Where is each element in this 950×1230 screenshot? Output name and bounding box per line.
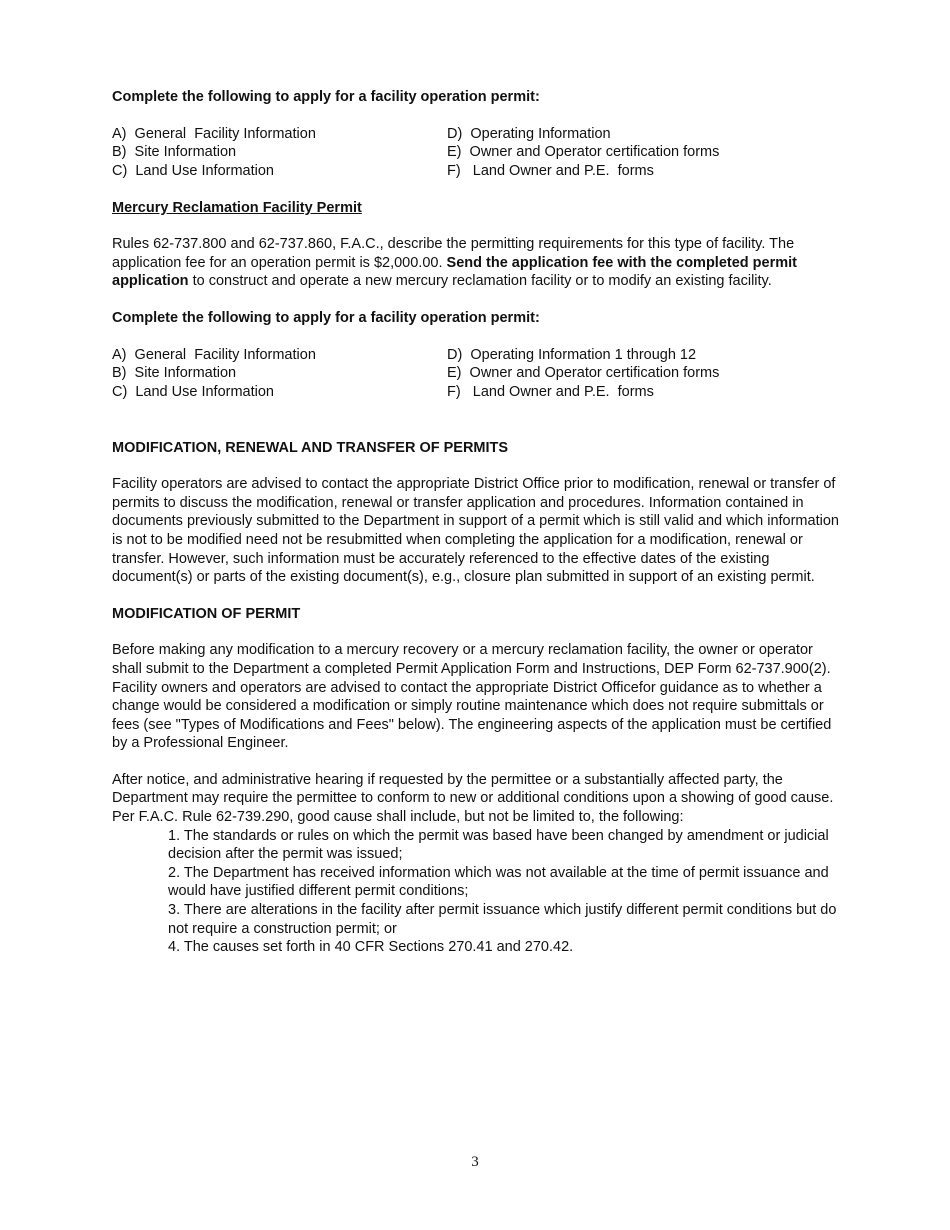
section1-left-column bbox=[112, 125, 442, 181]
list-item: D) Operating Information bbox=[447, 125, 611, 142]
page-number: 3 bbox=[471, 1154, 479, 1170]
list-item: A) General Facility Information bbox=[112, 125, 316, 142]
list-item: C) Land Use Information bbox=[112, 383, 274, 400]
mercury-reclamation-paragraph bbox=[112, 235, 842, 291]
list-item: F) Land Owner and P.E. forms bbox=[447, 162, 654, 179]
section1-form-list bbox=[112, 125, 842, 181]
good-cause-list bbox=[168, 827, 844, 957]
good-cause-paragraph: After notice, and administrative hearing if requested by the permittee or a substantially affected party, the Department may require the permittee to conform to new or additional conditions upon a showing of good cause. Per F.A.C. Rule 62-739.290, good cause shall include, but not be limited to, the following: bbox=[112, 771, 834, 826]
modification-of-permit-heading: MODIFICATION OF PERMIT bbox=[112, 605, 301, 622]
modification-of-permit-paragraph: Before making any modification to a mercury recovery or a mercury reclamation facility, the owner or operator shall submit to the Department a completed Permit Application Form and Instructions, DEP Form 62-737.900(2). Facility owners and operators are advised to contact the appropriate District Officefor guidance as to whether a change would be considered a modification or simply routine maintenance which does not require submittals or fees (see "Types of Modifications and Fees" below). The engineering aspects of the application must be certified by a Professional Engineer. bbox=[112, 642, 832, 752]
list-item: E) Owner and Operator certification forms bbox=[447, 144, 720, 161]
list-item: F) Land Owner and P.E. forms bbox=[447, 383, 654, 400]
mercury-intro: Complete the following to apply for a facility operation permit: bbox=[112, 309, 540, 326]
list-item: A) General Facility Information bbox=[112, 346, 316, 363]
list-item: 1. The standards or rules on which the permit was based have been changed by amendment or judicial decision after the permit was issued; bbox=[168, 827, 829, 863]
list-item: B) Site Information bbox=[112, 365, 237, 382]
mercury-right-column bbox=[447, 346, 847, 402]
document-page bbox=[112, 88, 842, 957]
list-item: D) Operating Information 1 through 12 bbox=[447, 346, 697, 363]
section1-intro: Complete the following to apply for a facility operation permit: bbox=[112, 89, 540, 105]
paragraph-text: Rules 62-737.800 and 62-737.860, F.A.C., describe the permitting requirements for this type of facility. The application fee for an operation permit is $2,000.00. bbox=[112, 236, 795, 271]
mercury-left-column bbox=[112, 346, 442, 402]
list-item: 3. There are alterations in the facility after permit issuance which justify different permit conditions but do not require a construction permit; or bbox=[168, 902, 837, 937]
list-item: 2. The Department has received information which was not available at the time of permit issuance and would have justified different permit conditions; bbox=[168, 864, 829, 900]
list-item: B) Site Information bbox=[112, 144, 237, 161]
paragraph-text: to construct and operate a new mercury reclamation facility or to modify an existing facility. bbox=[188, 273, 772, 290]
paragraph-bold-text: Send the application fee with the completed permit application bbox=[112, 254, 797, 290]
list-item: E) Owner and Operator certification forms bbox=[447, 365, 720, 382]
list-item: C) Land Use Information bbox=[112, 162, 274, 179]
section1-right-column bbox=[447, 125, 847, 181]
list-item: 4. The causes set forth in 40 CFR Sections 270.41 and 270.42. bbox=[168, 939, 574, 956]
mercury-form-list bbox=[112, 346, 842, 402]
modification-renewal-paragraph: Facility operators are advised to contact the appropriate District Office prior to modification, renewal or transfer of permits to discuss the modification, renewal or transfer application and procedures. Information contained in documents previously submitted to the Department in support of a permit which is still valid and which information is not to be modified need not be resubmitted when completing the application for a modification, renewal or transfer. However, such information must be accurately referenced to the effective dates of the existing document(s) or parts of the existing document(s), e.g., closure plan submitted in support of an existing permit. bbox=[112, 476, 839, 586]
mercury-reclamation-heading: Mercury Reclamation Facility Permit bbox=[112, 199, 362, 216]
modification-renewal-heading: MODIFICATION, RENEWAL AND TRANSFER OF PERMITS bbox=[112, 439, 509, 456]
